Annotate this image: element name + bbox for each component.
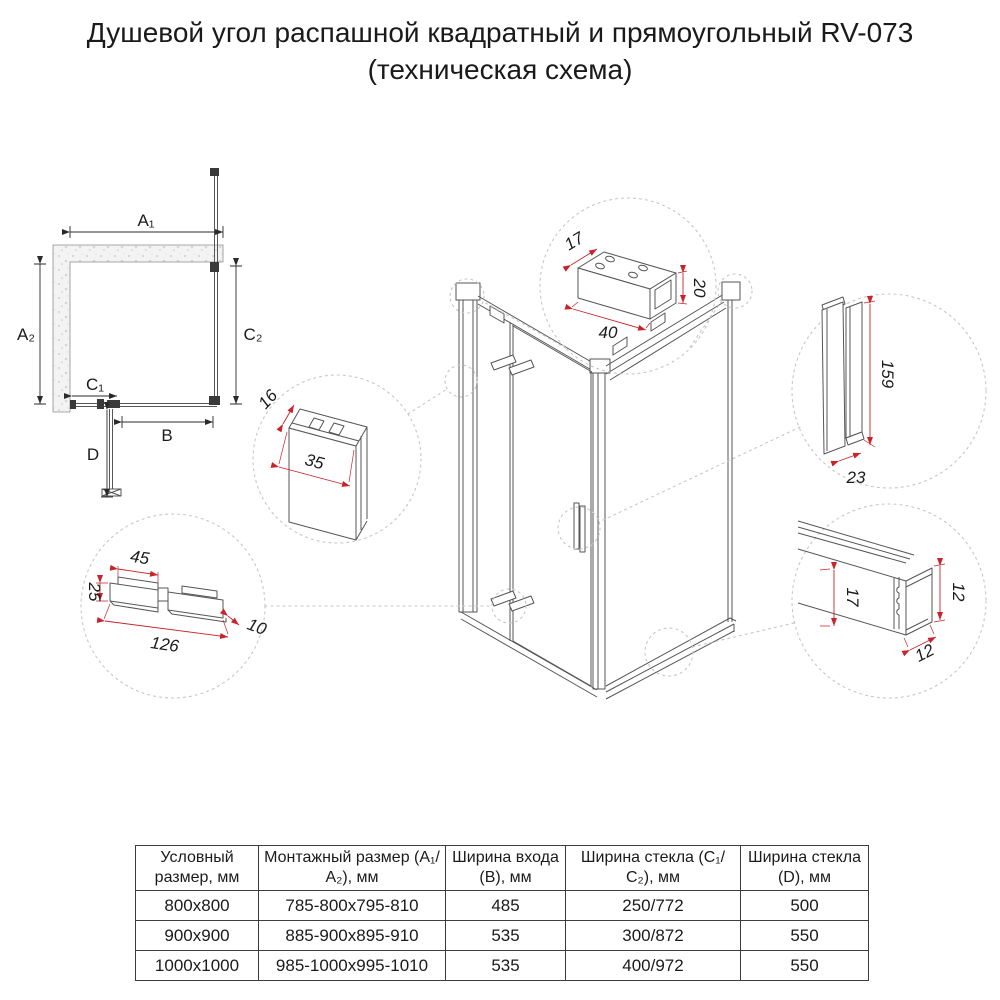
detail-handle [822, 297, 897, 487]
header-mounting-size: Монтажный размер (А₁/А₂), мм [259, 846, 446, 891]
cell-entry: 485 [446, 891, 566, 921]
iso-corner-post [593, 373, 605, 689]
header-nominal-size: Условный размер, мм [136, 846, 259, 891]
dim-hinge-plate: 45 [129, 546, 151, 569]
iso-left-cap [456, 283, 480, 300]
isometric-view [456, 282, 740, 699]
iso-door-handle [574, 503, 579, 549]
dim-bracket-depth: 17 [561, 228, 588, 255]
dim-bottom-inner-height: 17 [843, 587, 862, 607]
cell-mounting: 985-1000x995-1010 [259, 951, 446, 981]
page-title [0, 14, 1000, 88]
callout-circle-handle [792, 294, 986, 488]
cell-entry: 535 [446, 921, 566, 951]
cell-glass-d: 550 [741, 951, 869, 981]
header-entry-width: Ширина входа (В), мм [446, 846, 566, 891]
cell-mounting: 785-800x795-810 [259, 891, 446, 921]
header-glass-width-d: Ширина стекла (D), мм [741, 846, 869, 891]
cell-glass-c: 250/772 [566, 891, 741, 921]
table-header-row [136, 846, 869, 891]
title-line-2: (техническая схема) [367, 54, 633, 85]
dim-profile-depth: 16 [254, 385, 282, 413]
plan-dim-c2: C₂ [243, 325, 263, 344]
iso-left-wall-profile [459, 300, 477, 612]
cell-entry: 535 [446, 951, 566, 981]
cell-nominal: 1000x1000 [136, 951, 259, 981]
iso-bracket-left [490, 306, 504, 323]
title-line-1: Душевой угол распашной квадратный и прямоугольный RV-073 [86, 17, 914, 48]
table-row [136, 891, 869, 921]
plan-dim-a1: A₁ [137, 211, 155, 230]
plan-walls [53, 245, 223, 412]
plan-glass-right [215, 169, 218, 403]
plan-dim-c1: C₁ [85, 375, 105, 394]
dim-hinge-height: 25 [85, 582, 104, 602]
detail-wall-profile [255, 386, 367, 540]
callout-marks [81, 198, 986, 698]
cell-glass-c: 400/972 [566, 951, 741, 981]
plan-glass-bottom [70, 404, 217, 407]
table-row [136, 951, 869, 981]
dim-bottom-outer-height: 12 [949, 582, 968, 602]
dim-bracket-length: 40 [598, 323, 618, 342]
dim-handle-height: 159 [878, 359, 897, 389]
size-table [135, 845, 869, 981]
cell-glass-d: 550 [741, 921, 869, 951]
iso-bottom-rail-left [461, 612, 597, 697]
detail-bottom-profile [798, 521, 968, 666]
cell-nominal: 800x800 [136, 891, 259, 921]
iso-right-cap [722, 282, 740, 300]
technical-diagram [0, 95, 1000, 845]
cell-nominal: 900x900 [136, 921, 259, 951]
detail-hinge [85, 547, 270, 656]
plan-dim-d: D [86, 445, 100, 464]
iso-right-glass [610, 300, 732, 622]
cell-glass-c: 300/872 [566, 921, 741, 951]
dim-bottom-depth: 12 [911, 640, 938, 666]
plan-dim-a2: A₂ [17, 325, 35, 344]
cell-mounting: 885-900x895-910 [259, 921, 446, 951]
dim-hinge-length: 126 [149, 633, 181, 656]
plan-door [110, 409, 113, 489]
iso-corner-cap [590, 359, 610, 373]
iso-bottom-rail-right [606, 618, 736, 699]
dim-handle-depth: 23 [846, 468, 866, 487]
table-row [136, 921, 869, 951]
cell-glass-d: 500 [741, 891, 869, 921]
dim-bracket-height: 20 [690, 278, 709, 298]
dim-hinge-thickness: 10 [244, 614, 270, 639]
plan-view [17, 168, 262, 497]
plan-dim-b: B [161, 426, 173, 445]
dim-profile-width: 35 [302, 450, 327, 474]
header-glass-width-c: Ширина стекла (С₁/С₂), мм [566, 846, 741, 891]
